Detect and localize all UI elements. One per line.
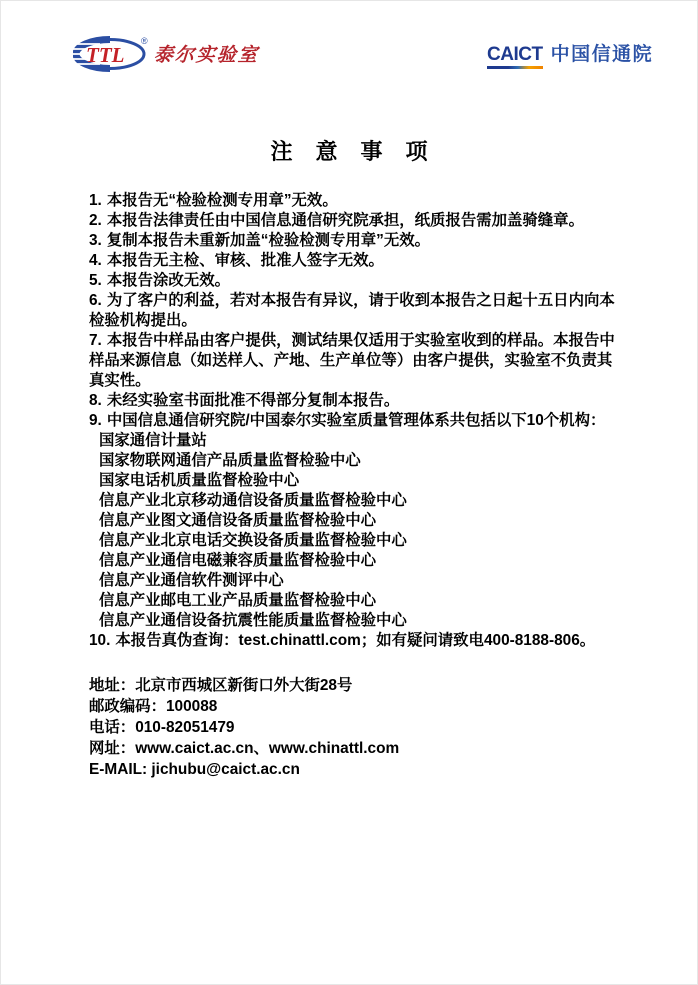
contact-block	[89, 675, 399, 780]
ttl-wordmark: TTL	[86, 43, 125, 67]
caict-chinese-name: 中国信通院	[550, 44, 654, 65]
contact-value: www.caict.ac.cn、www.chinattl.com	[135, 740, 400, 757]
contact-line	[89, 696, 399, 717]
notice-text: 本报告真伪查询：test.chinattl.com；如有疑问请致电400-8188-806。	[115, 632, 596, 649]
page-title: 注意事项	[270, 139, 451, 164]
contact-value: 北京市西城区新街口外大街28号	[135, 677, 353, 694]
caict-wordmark-block	[487, 45, 543, 69]
caict-wordmark: CAICT	[487, 44, 543, 65]
notice-text: 中国信息通信研究院/中国泰尔实验室质量管理体系共包括以下10个机构：	[106, 412, 606, 429]
notice-item	[89, 391, 615, 411]
notice-number: 4.	[89, 252, 102, 269]
notice-number: 2.	[89, 212, 102, 229]
notice-number: 8.	[89, 392, 102, 409]
notice-number: 5.	[89, 272, 102, 289]
contact-value: 010-82051479	[135, 719, 235, 736]
notice-sub-item: 信息产业北京电话交换设备质量监督检验中心	[99, 532, 407, 549]
contact-label: E-MAIL:	[89, 761, 152, 778]
notice-sub-item: 信息产业通信软件测评中心	[99, 572, 284, 589]
notice-sub-item: 国家物联网通信产品质量监督检验中心	[99, 452, 361, 469]
notice-item	[89, 211, 615, 231]
notice-item	[89, 191, 615, 211]
notice-item	[89, 331, 615, 391]
notice-text: 本报告法律责任由中国信息通信研究院承担，纸质报告需加盖骑缝章。	[106, 212, 584, 229]
notice-item	[89, 411, 615, 431]
notice-number: 10.	[89, 632, 111, 649]
notice-item	[89, 291, 615, 331]
notice-item	[89, 271, 615, 291]
notice-text: 未经实验室书面批准不得部分复制本报告。	[106, 392, 400, 409]
contact-value: 100088	[165, 698, 218, 715]
contact-label: 电话：	[89, 719, 136, 736]
contact-line	[89, 738, 399, 759]
notice-item	[89, 631, 615, 651]
contact-label: 邮政编码：	[89, 698, 166, 715]
notice-text: 为了客户的利益，若对本报告有异议，请于收到本报告之日起十五日内向本检验机构提出。	[89, 292, 615, 329]
ttl-calligraphy-name: 泰尔实验室	[153, 44, 260, 66]
notice-sub-item: 信息产业通信设备抗震性能质量监督检验中心	[99, 612, 407, 629]
registered-trademark-icon: ®	[141, 36, 148, 46]
notice-text: 本报告中样品由客户提供，测试结果仅适用于实验室收到的样品。本报告中样品来源信息（如送样人、产地、生产单位等）由客户提供，实验室不负责其真实性。	[89, 332, 615, 389]
notice-sub-item: 信息产业图文通信设备质量监督检验中心	[99, 512, 377, 529]
notice-sub-item: 国家通信计量站	[99, 432, 207, 449]
notice-text: 本报告无“检验检测专用章”无效。	[106, 192, 338, 209]
notice-sub-item: 信息产业邮电工业产品质量监督检验中心	[99, 592, 377, 609]
caict-logo	[487, 45, 653, 69]
notice-text: 本报告无主检、审核、批准人签字无效。	[106, 252, 384, 269]
ttl-logo	[73, 34, 259, 72]
notice-number: 3.	[89, 232, 102, 249]
notice-number: 7.	[89, 332, 102, 349]
contact-line	[89, 717, 399, 738]
contact-line	[89, 759, 399, 780]
notice-number: 9.	[89, 412, 102, 429]
notice-number: 1.	[89, 192, 102, 209]
notice-text: 复制本报告未重新加盖“检验检测专用章”无效。	[106, 232, 431, 249]
contact-label: 网址：	[89, 740, 136, 757]
contact-line	[89, 675, 399, 696]
contact-label: 地址：	[89, 677, 136, 694]
ttl-emblem-icon	[73, 34, 151, 72]
caict-underline	[487, 66, 543, 69]
notice-item	[89, 251, 615, 271]
notice-sub-item: 信息产业北京移动通信设备质量监督检验中心	[99, 492, 407, 509]
notice-item	[89, 231, 615, 251]
contact-value: jichubu@caict.ac.cn	[151, 761, 300, 778]
notice-list	[89, 191, 615, 651]
notice-sub-item: 信息产业通信电磁兼容质量监督检验中心	[99, 552, 377, 569]
notice-number: 6.	[89, 292, 102, 309]
notice-text: 本报告涂改无效。	[106, 272, 230, 289]
notice-sub-item: 国家电话机质量监督检验中心	[99, 472, 300, 489]
